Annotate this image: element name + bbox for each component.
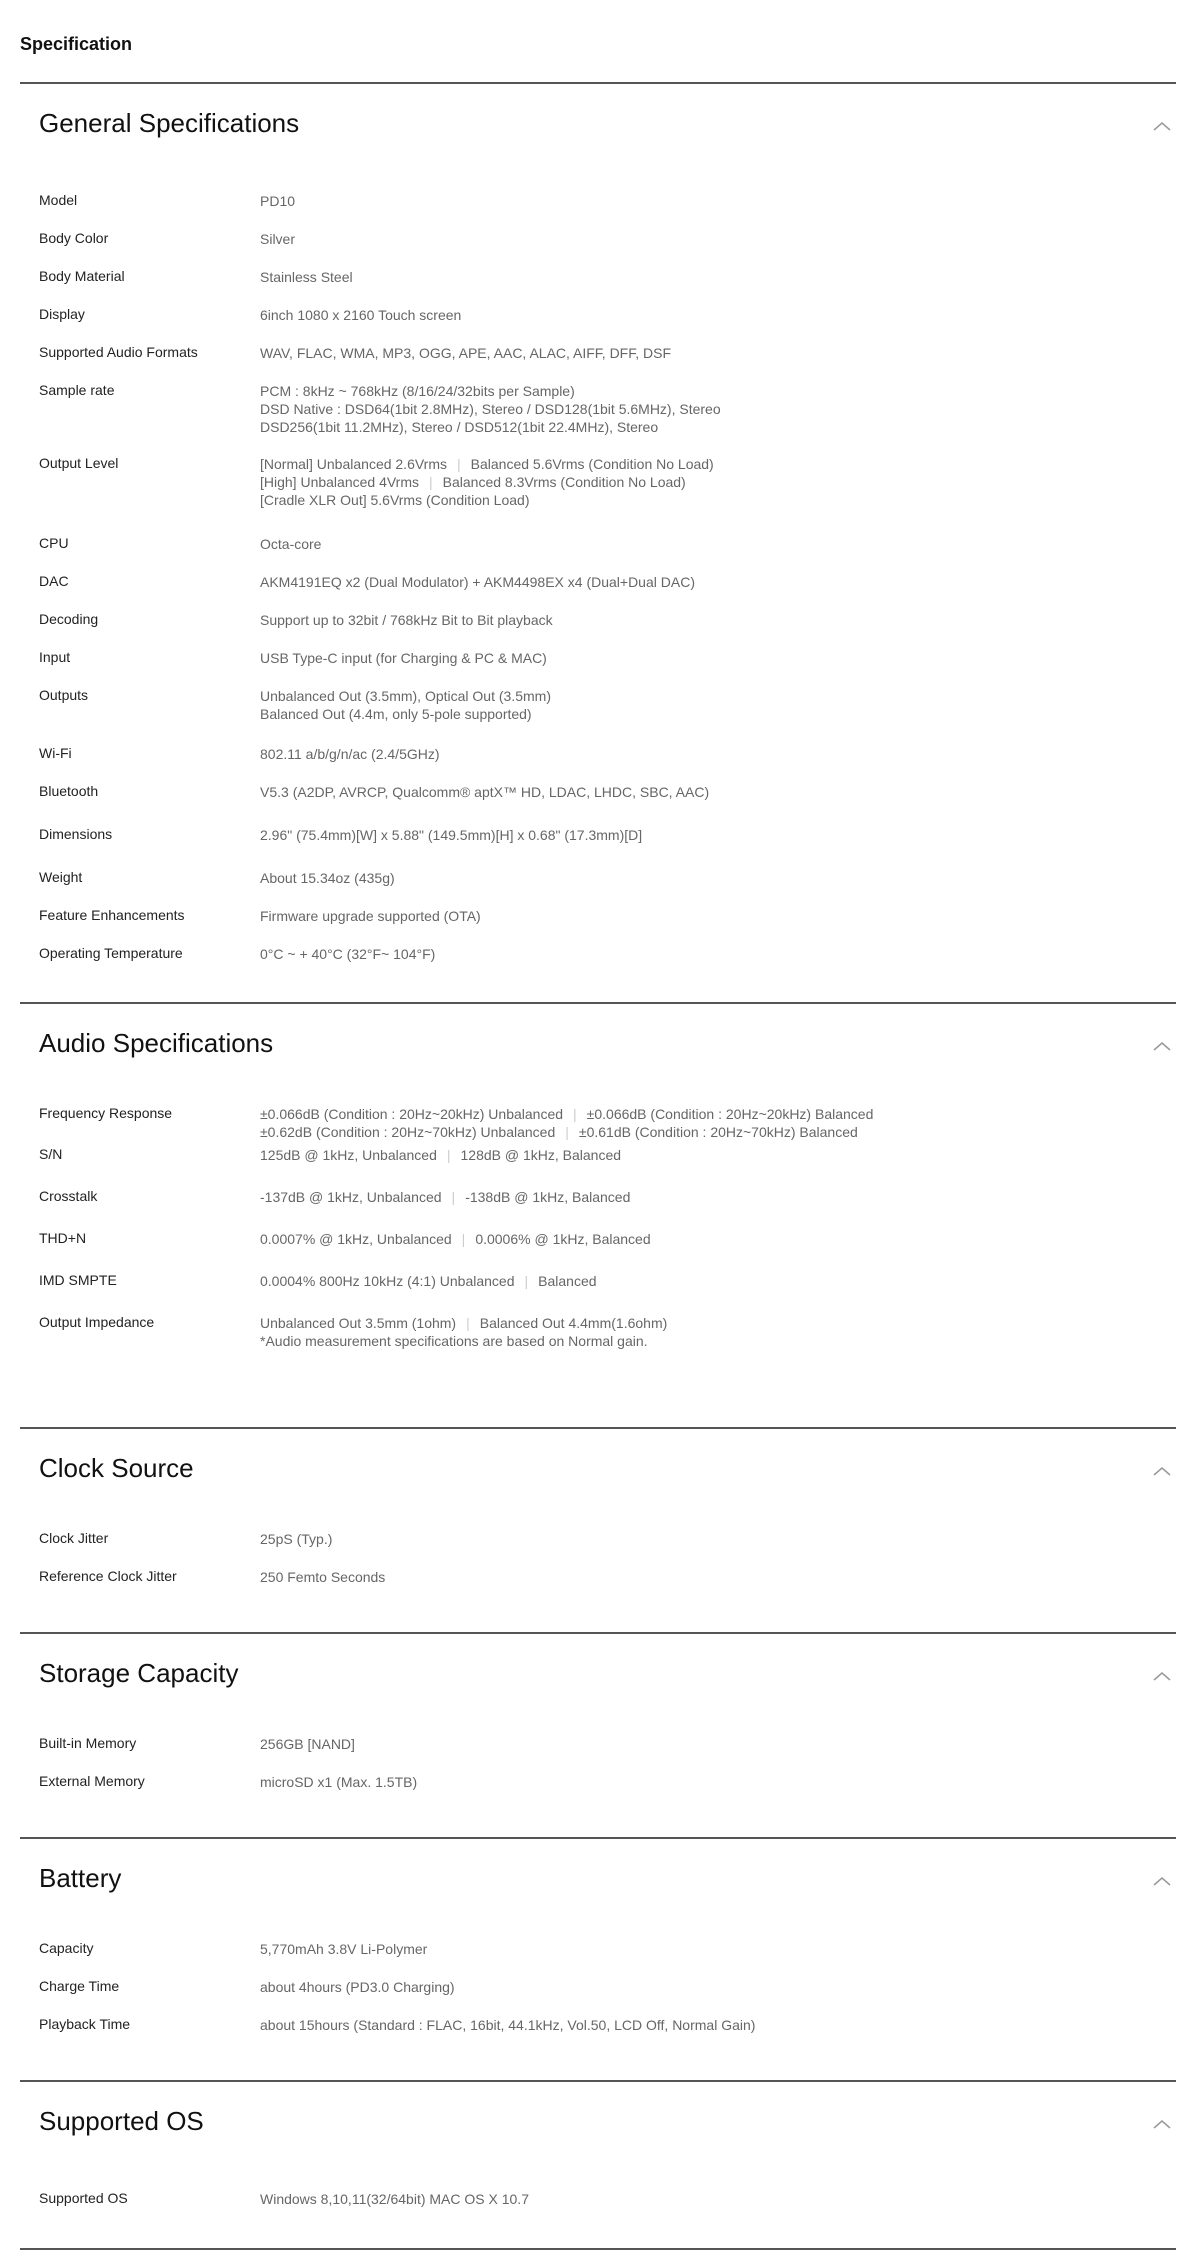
spec-row [39, 455, 1169, 509]
spec-label: Weight [39, 869, 83, 885]
spec-label: Playback Time [39, 2016, 131, 2032]
spec-value-line: Unbalanced Out (3.5mm), Optical Out (3.5mm) [260, 688, 551, 704]
spec-section [20, 1002, 1176, 1427]
spec-value [260, 945, 435, 963]
spec-value-line: DSD Native : DSD64(1bit 2.8MHz), Stereo / DSD128(1bit 5.6MHz), Stereo [260, 401, 721, 417]
spec-label: Built-in Memory [39, 1735, 137, 1751]
page-title: Specification [20, 34, 133, 54]
spec-value [260, 1188, 630, 1206]
spec-value-line: *Audio measurement specifications are based on Normal gain. [260, 1333, 648, 1349]
spec-label: Input [39, 649, 71, 665]
spec-value [260, 344, 671, 362]
spec-label: Dimensions [39, 826, 113, 842]
spec-row [39, 1188, 1169, 1206]
spec-section [20, 82, 1176, 1002]
spec-value [260, 192, 295, 210]
spec-value-line: About 15.34oz (435g) [260, 870, 395, 886]
spec-value [260, 745, 440, 763]
collapse-chevron-icon[interactable] [1148, 1032, 1176, 1060]
spec-label: Operating Temperature [39, 945, 183, 961]
spec-row [39, 382, 1169, 436]
spec-row [39, 1978, 1169, 1996]
spec-row [39, 230, 1169, 248]
spec-value-line: about 15hours (Standard : FLAC, 16bit, 44.1kHz, Vol.50, LCD Off, Normal Gain) [260, 2017, 756, 2033]
spec-row [39, 649, 1169, 667]
spec-value-line: V5.3 (A2DP, AVRCP, Qualcomm® aptX™ HD, LDAC, LHDC, SBC, AAC) [260, 784, 710, 800]
spec-value-line: 125dB @ 1kHz, Unbalanced | 128dB @ 1kHz, Balanced [260, 1147, 622, 1163]
spec-label: Supported Audio Formats [39, 344, 198, 360]
spec-value-line: 6inch 1080 x 2160 Touch screen [260, 307, 462, 323]
section-title[interactable]: Battery [39, 1863, 122, 1893]
spec-value [260, 1773, 417, 1791]
spec-value-line: 5,770mAh 3.8V Li-Polymer [260, 1941, 428, 1957]
spec-value-line: microSD x1 (Max. 1.5TB) [260, 1774, 418, 1790]
spec-row [39, 1230, 1169, 1248]
section-title[interactable]: General Specifications [39, 108, 300, 138]
spec-row [39, 1314, 1169, 1350]
spec-value-line: ±0.62dB (Condition : 20Hz~70kHz) Unbalanced | ±0.61dB (Condition : 20Hz~70kHz) Balanced [260, 1124, 858, 1140]
spec-value [260, 611, 553, 629]
spec-section [20, 1427, 1176, 1632]
spec-value-line: Firmware upgrade supported (OTA) [260, 908, 481, 924]
spec-label: Frequency Response [39, 1105, 173, 1121]
spec-label: Clock Jitter [39, 1530, 109, 1546]
spec-value-line: about 4hours (PD3.0 Charging) [260, 1979, 455, 1995]
spec-row [39, 535, 1169, 553]
spec-value-line: DSD256(1bit 11.2MHz), Stereo / DSD512(1bit 22.4MHz), Stereo [260, 419, 659, 435]
spec-label: Output Impedance [39, 1314, 155, 1330]
spec-row [39, 869, 1169, 887]
spec-value-line: USB Type-C input (for Charging & PC & MAC) [260, 650, 547, 666]
collapse-chevron-icon[interactable] [1148, 1457, 1176, 1485]
spec-value-line: Windows 8,10,11(32/64bit) MAC OS X 10.7 [260, 2191, 529, 2207]
spec-value-line: [Normal] Unbalanced 2.6Vrms | Balanced 5.6Vrms (Condition No Load) [260, 456, 714, 472]
spec-value [260, 826, 642, 844]
collapse-chevron-icon[interactable] [1148, 112, 1176, 140]
spec-label: S/N [39, 1146, 63, 1162]
spec-row [39, 268, 1169, 286]
spec-label: Decoding [39, 611, 99, 627]
spec-label: Body Material [39, 268, 125, 284]
spec-row [39, 907, 1169, 925]
spec-label: Wi-Fi [39, 745, 72, 761]
spec-row [39, 1272, 1169, 1290]
spec-value-line: Silver [260, 231, 296, 247]
spec-row [39, 1568, 1169, 1586]
spec-value-line: Octa-core [260, 536, 322, 552]
spec-row [39, 2016, 1169, 2034]
spec-value-line: -137dB @ 1kHz, Unbalanced | -138dB @ 1kHz, Balanced [260, 1189, 631, 1205]
spec-row [39, 611, 1169, 629]
spec-value-line: Support up to 32bit / 768kHz Bit to Bit playback [260, 612, 553, 628]
spec-value [260, 869, 395, 887]
spec-row [39, 945, 1169, 963]
spec-value-line: Balanced Out (4.4m, only 5-pole supported) [260, 706, 532, 722]
spec-row [39, 1105, 1169, 1141]
spec-label: Charge Time [39, 1978, 120, 1994]
spec-label: THD+N [39, 1230, 87, 1246]
section-title[interactable]: Storage Capacity [39, 1658, 239, 1688]
spec-row [39, 826, 1169, 844]
spec-label: Outputs [39, 687, 89, 703]
spec-value [260, 1940, 427, 1958]
spec-value [260, 382, 721, 436]
spec-row [39, 783, 1169, 801]
spec-value [260, 1978, 455, 1996]
spec-label: CPU [39, 535, 69, 551]
spec-section [20, 1632, 1176, 1837]
spec-value [260, 573, 695, 591]
spec-row [39, 1735, 1169, 1753]
spec-row [39, 1146, 1169, 1164]
spec-label: Crosstalk [39, 1188, 98, 1204]
spec-value [260, 907, 481, 925]
collapse-chevron-icon[interactable] [1148, 2110, 1176, 2138]
spec-value [260, 268, 353, 286]
spec-value [260, 1105, 873, 1141]
section-title[interactable]: Audio Specifications [39, 1028, 274, 1058]
spec-value-line: [High] Unbalanced 4Vrms | Balanced 8.3Vrms (Condition No Load) [260, 474, 686, 490]
spec-value-line: 802.11 a/b/g/n/ac (2.4/5GHz) [260, 746, 440, 762]
spec-value-line: 0.0004% 800Hz 10kHz (4:1) Unbalanced | Balanced [260, 1273, 597, 1289]
section-title[interactable]: Supported OS [39, 2106, 204, 2136]
spec-value-line: 25pS (Typ.) [260, 1531, 333, 1547]
spec-value [260, 1568, 385, 1586]
spec-value-line: Unbalanced Out 3.5mm (1ohm) | Balanced Out 4.4mm(1.6ohm) [260, 1315, 668, 1331]
spec-label: Reference Clock Jitter [39, 1568, 177, 1584]
spec-row [39, 344, 1169, 362]
spec-row [39, 1530, 1169, 1548]
spec-label: Capacity [39, 1940, 94, 1956]
spec-value [260, 1735, 355, 1753]
spec-label: Body Color [39, 230, 109, 246]
spec-value-line: 0°C ~ + 40°C (32°F~ 104°F) [260, 946, 436, 962]
spec-section [20, 2080, 1176, 2250]
spec-row [39, 192, 1169, 210]
spec-row [39, 573, 1169, 591]
spec-label: Sample rate [39, 382, 115, 398]
section-title[interactable]: Clock Source [39, 1453, 194, 1483]
spec-value-line: 250 Femto Seconds [260, 1569, 386, 1585]
spec-value [260, 1272, 597, 1290]
spec-label: External Memory [39, 1773, 145, 1789]
spec-value [260, 1230, 651, 1248]
spec-value [260, 306, 461, 324]
collapse-chevron-icon[interactable] [1148, 1662, 1176, 1690]
spec-row [39, 1773, 1169, 1791]
spec-value [260, 649, 547, 667]
spec-row [39, 306, 1169, 324]
spec-value-line: Stainless Steel [260, 269, 353, 285]
spec-value [260, 230, 295, 248]
spec-row [39, 2190, 1169, 2208]
spec-row [39, 687, 1169, 723]
spec-value-line: AKM4191EQ x2 (Dual Modulator) + AKM4498EX x4 (Dual+Dual DAC) [260, 574, 695, 590]
spec-label: Model [39, 192, 78, 208]
spec-value [260, 2016, 755, 2034]
spec-value-line: PCM : 8kHz ~ 768kHz (8/16/24/32bits per Sample) [260, 383, 575, 399]
spec-value [260, 1530, 332, 1548]
spec-value [260, 455, 714, 509]
spec-label: Feature Enhancements [39, 907, 185, 923]
spec-value [260, 1314, 667, 1350]
spec-value [260, 783, 709, 801]
spec-value [260, 687, 551, 723]
spec-label: DAC [39, 573, 69, 589]
spec-value [260, 1146, 621, 1164]
spec-label: IMD SMPTE [39, 1272, 117, 1288]
collapse-chevron-icon[interactable] [1148, 1867, 1176, 1895]
spec-label: Display [39, 306, 85, 322]
spec-section [20, 1837, 1176, 2080]
spec-value-line: WAV, FLAC, WMA, MP3, OGG, APE, AAC, ALAC, AIFF, DFF, DSF [260, 345, 672, 361]
spec-value-line: 256GB [NAND] [260, 1736, 355, 1752]
spec-label: Output Level [39, 455, 119, 471]
spec-label: Bluetooth [39, 783, 99, 799]
spec-value-line: PD10 [260, 193, 296, 209]
spec-label: Supported OS [39, 2190, 128, 2206]
spec-value-line: [Cradle XLR Out] 5.6Vrms (Condition Load) [260, 492, 530, 508]
spec-value-line: 0.0007% @ 1kHz, Unbalanced | 0.0006% @ 1kHz, Balanced [260, 1231, 651, 1247]
spec-row [39, 745, 1169, 763]
spec-value [260, 535, 321, 553]
spec-row [39, 1940, 1169, 1958]
spec-value-line: 2.96" (75.4mm)[W] x 5.88" (149.5mm)[H] x 0.68" (17.3mm)[D] [260, 827, 643, 843]
spec-value-line: ±0.066dB (Condition : 20Hz~20kHz) Unbalanced | ±0.066dB (Condition : 20Hz~20kHz) Balanced [260, 1106, 874, 1122]
spec-value [260, 2190, 529, 2208]
